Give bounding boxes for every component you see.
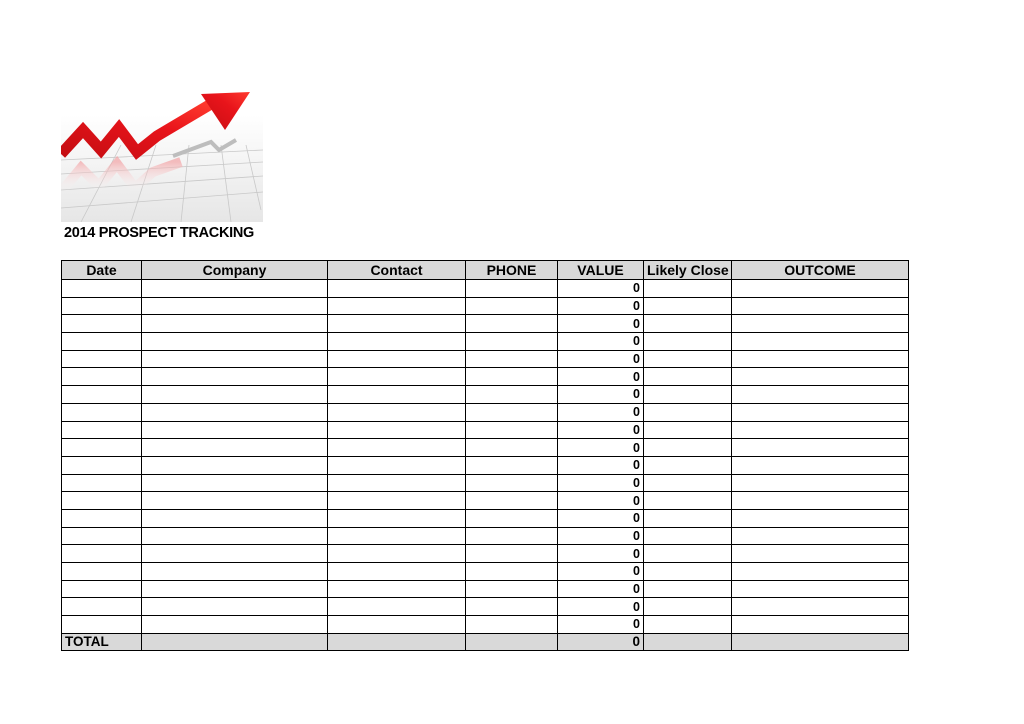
table-row [62,421,909,439]
cell-contact [328,421,466,439]
cell-date [62,350,142,368]
cell-phone [466,333,558,351]
cell-value: 0 [558,492,644,510]
cell-phone [466,368,558,386]
cell-outcome [732,280,909,298]
cell-contact [328,598,466,616]
cell-outcome [732,315,909,333]
cell-date [62,315,142,333]
column-header-likely-close: Likely Close [644,261,732,280]
rising-red-arrow-chart-icon [61,90,263,222]
cell-company [142,474,328,492]
cell-outcome [732,350,909,368]
cell-value: 0 [558,315,644,333]
cell-contact [328,297,466,315]
table-row [62,439,909,457]
cell-phone [466,509,558,527]
table-row [62,280,909,298]
cell-date [62,492,142,510]
cell-phone [466,386,558,404]
cell-value: 0 [558,386,644,404]
cell-date [62,386,142,404]
cell-value: 0 [558,350,644,368]
cell-company [142,421,328,439]
cell-outcome [732,580,909,598]
table-row [62,527,909,545]
cell-outcome [732,474,909,492]
page-title: 2014 PROSPECT TRACKING [64,225,254,241]
table-row [62,386,909,404]
cell-phone [466,474,558,492]
total-contact-cell [328,633,466,651]
cell-likely-close [644,403,732,421]
cell-value: 0 [558,545,644,563]
cell-likely-close [644,333,732,351]
cell-outcome [732,527,909,545]
cell-contact [328,280,466,298]
cell-company [142,280,328,298]
cell-phone [466,439,558,457]
cell-likely-close [644,509,732,527]
cell-likely-close [644,297,732,315]
cell-contact [328,527,466,545]
cell-likely-close [644,456,732,474]
cell-contact [328,368,466,386]
cell-company [142,616,328,634]
cell-company [142,297,328,315]
table-row [62,333,909,351]
column-header-phone: PHONE [466,261,558,280]
cell-phone [466,598,558,616]
cell-value: 0 [558,563,644,581]
cell-outcome [732,368,909,386]
cell-phone [466,403,558,421]
cell-date [62,545,142,563]
cell-date [62,598,142,616]
cell-date [62,509,142,527]
cell-outcome [732,439,909,457]
cell-contact [328,333,466,351]
cell-phone [466,563,558,581]
cell-contact [328,509,466,527]
cell-outcome [732,598,909,616]
cell-likely-close [644,580,732,598]
cell-contact [328,386,466,404]
table-row [62,545,909,563]
cell-likely-close [644,421,732,439]
cell-date [62,421,142,439]
cell-phone [466,492,558,510]
total-phone-cell [466,633,558,651]
cell-date [62,527,142,545]
table-row [62,580,909,598]
cell-phone [466,527,558,545]
cell-company [142,456,328,474]
table-header-row [62,261,909,280]
cell-date [62,439,142,457]
cell-outcome [732,297,909,315]
cell-phone [466,280,558,298]
table-row [62,350,909,368]
table-row [62,492,909,510]
cell-likely-close [644,492,732,510]
cell-date [62,580,142,598]
cell-company [142,439,328,457]
cell-likely-close [644,545,732,563]
table-row [62,598,909,616]
cell-date [62,456,142,474]
cell-date [62,563,142,581]
table-row [62,509,909,527]
cell-company [142,492,328,510]
cell-value: 0 [558,509,644,527]
cell-likely-close [644,386,732,404]
table-body [62,280,909,634]
cell-company [142,563,328,581]
cell-date [62,616,142,634]
cell-phone [466,456,558,474]
cell-company [142,403,328,421]
cell-company [142,598,328,616]
cell-value: 0 [558,456,644,474]
cell-contact [328,315,466,333]
cell-outcome [732,386,909,404]
prospect-table [61,260,909,651]
cell-likely-close [644,616,732,634]
cell-phone [466,297,558,315]
cell-likely-close [644,315,732,333]
cell-phone [466,315,558,333]
cell-company [142,545,328,563]
column-header-outcome: OUTCOME [732,261,909,280]
cell-contact [328,580,466,598]
cell-value: 0 [558,280,644,298]
cell-date [62,474,142,492]
table-row [62,474,909,492]
cell-company [142,368,328,386]
cell-company [142,509,328,527]
cell-contact [328,350,466,368]
cell-company [142,527,328,545]
cell-value: 0 [558,527,644,545]
table-row [62,315,909,333]
cell-outcome [732,492,909,510]
total-row [62,633,909,651]
cell-phone [466,350,558,368]
table-row [62,403,909,421]
cell-value: 0 [558,421,644,439]
cell-contact [328,474,466,492]
cell-date [62,333,142,351]
cell-contact [328,439,466,457]
total-outcome-cell [732,633,909,651]
cell-value: 0 [558,474,644,492]
column-header-date: Date [62,261,142,280]
column-header-contact: Contact [328,261,466,280]
cell-likely-close [644,368,732,386]
cell-company [142,333,328,351]
cell-value: 0 [558,333,644,351]
total-value: 0 [558,633,644,651]
table-row [62,563,909,581]
cell-likely-close [644,598,732,616]
cell-company [142,386,328,404]
cell-outcome [732,333,909,351]
total-likely-close-cell [644,633,732,651]
table-row [62,456,909,474]
cell-date [62,280,142,298]
cell-likely-close [644,563,732,581]
cell-phone [466,616,558,634]
table-row [62,616,909,634]
column-header-value: VALUE [558,261,644,280]
cell-outcome [732,421,909,439]
cell-outcome [732,403,909,421]
cell-phone [466,580,558,598]
cell-outcome [732,616,909,634]
cell-value: 0 [558,439,644,457]
cell-contact [328,545,466,563]
cell-likely-close [644,439,732,457]
cell-likely-close [644,527,732,545]
cell-value: 0 [558,616,644,634]
cell-value: 0 [558,368,644,386]
cell-likely-close [644,280,732,298]
cell-likely-close [644,474,732,492]
total-company-cell [142,633,328,651]
cell-value: 0 [558,297,644,315]
cell-date [62,368,142,386]
cell-phone [466,545,558,563]
cell-date [62,403,142,421]
cell-contact [328,492,466,510]
cell-contact [328,403,466,421]
cell-date [62,297,142,315]
cell-value: 0 [558,598,644,616]
cell-company [142,315,328,333]
cell-contact [328,563,466,581]
cell-phone [466,421,558,439]
cell-contact [328,616,466,634]
cell-value: 0 [558,403,644,421]
total-label: TOTAL [62,633,142,651]
cell-value: 0 [558,580,644,598]
cell-likely-close [644,350,732,368]
cell-company [142,580,328,598]
column-header-company: Company [142,261,328,280]
cell-outcome [732,509,909,527]
table-row [62,368,909,386]
cell-outcome [732,545,909,563]
cell-contact [328,456,466,474]
cell-outcome [732,563,909,581]
cell-company [142,350,328,368]
cell-outcome [732,456,909,474]
table-row [62,297,909,315]
